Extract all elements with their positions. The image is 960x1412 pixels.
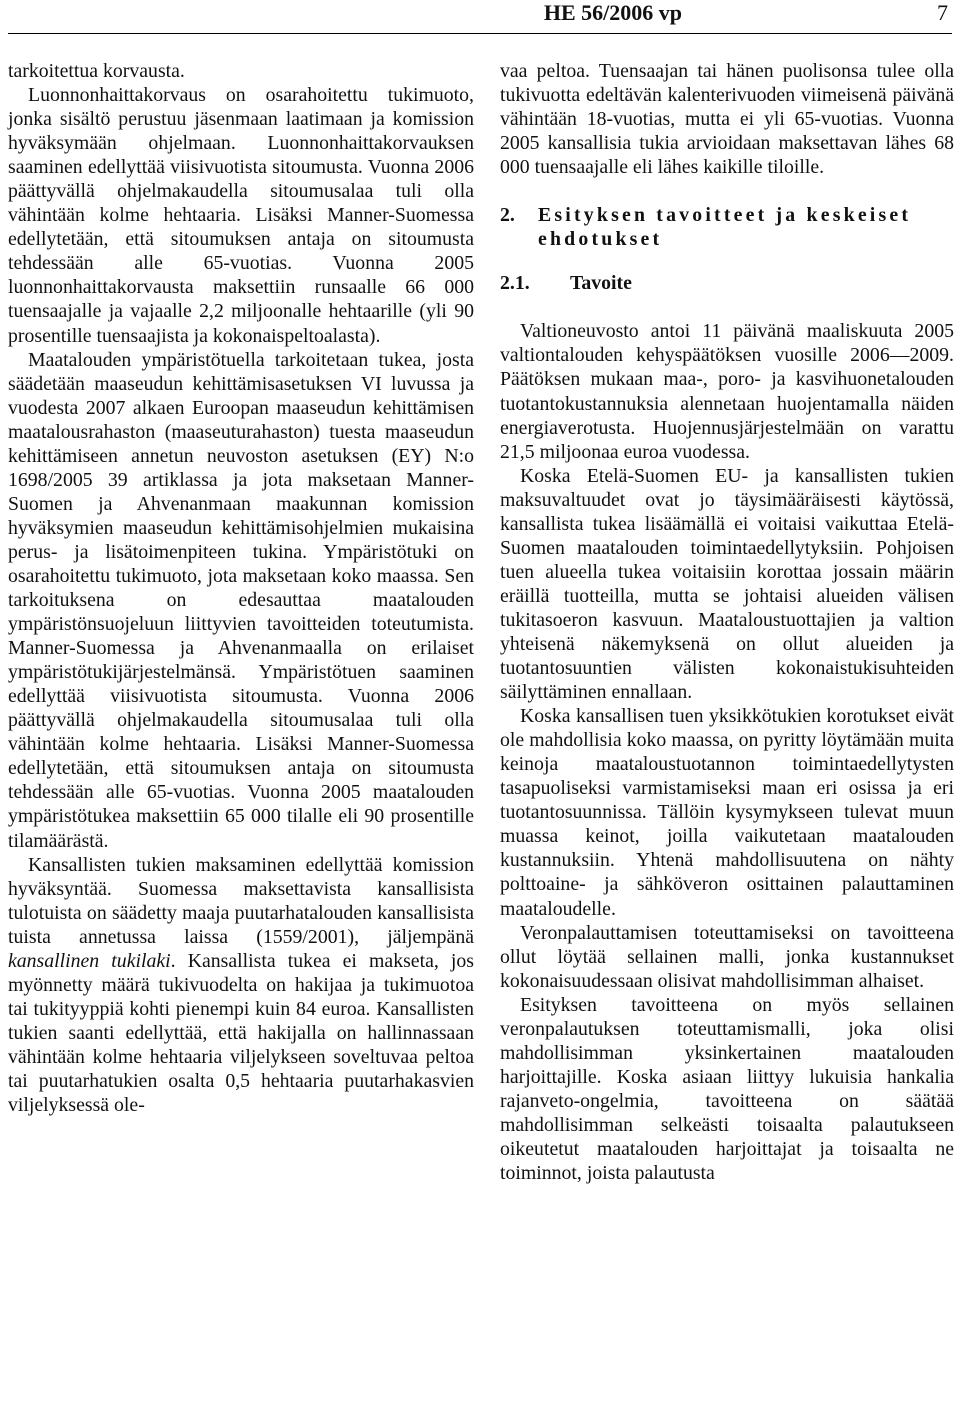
paragraph-text: . Kansallista tukea ei makseta, jos myönnetty määrä tukivuodelta on hakijaa ja tukimuotoa tai tukityyppiä kohti pienempi kuin 84 euroa. Kansallisten tukien saanti edellyttää, että hakijalla on hallinnassaan vähintään kolme hehtaaria viljelykseen soveltuvaa peltoa tai puutarhatukien osalta 0,5 hehtaaria puutarhakasvien viljelyksessä ole- (8, 949, 474, 1117)
paragraph: Valtioneuvosto antoi 11 päivänä maaliskuuta 2005 valtiontalouden kehyspäätöksen vuosille 2006—2009. Päätöksen mukaan maa-, poro- ja kasvihuonetalouden tuotantokustannuksia alennetaan huojentamalla näiden energiaverotusta. Huojennusjärjestelmään on varattu 21,5 miljoonaa euroa vuodessa. (500, 320, 954, 463)
paragraph: tarkoitettua korvausta. (8, 60, 185, 82)
paragraph: Esityksen tavoitteena on myös sellainen veronpalautuksen toteuttamismalli, joka olisi mahdollisimman yksinkertainen maatalouden harjoittajille. Koska asiaan liittyy lukuisia hankalia rajanveto-ongelmia, tavoitteena on säätää mahdollisimman selkeästi toisaalta palautukseen oikeutetut maatalouden harjoittajat ja toisaalta ne toiminnot, joista palautusta (500, 993, 954, 1185)
right-column (500, 59, 954, 1185)
paragraph: Koska Etelä-Suomen EU- ja kansallisten tukien maksuvaltuudet ovat jo täysimääräisesti käytössä, kansallista tukea lisäämällä ei voitaisi vaikuttaa Etelä-Suomen maatalouden toimintaedellytyksiin. Pohjoisen tuen alueella tukea voitaisiin korottaa jossain määrin eräillä tuotteilla, mutta se johtaisi alueiden välisen tukitasoeron kasvuun. Maataloustuottajien ja valtion yhteisenä näkemyksenä on ollut alueiden ja tuotantosuuntien välisten kokonaistukisuhteiden säilyttäminen ennallaan. (500, 464, 954, 704)
paragraph: Maatalouden ympäristötuella tarkoitetaan tukea, josta säädetään maaseudun kehittämisasetuksen VI luvussa ja vuodesta 2007 alkaen Euroopan maaseudun kehittämisen maatalousrahaston (maaseuturahaston) tuesta maaseudun kehittämiseen annetun neuvoston asetuksen (EY) N:o 1698/2005 39 artiklassa ja jota maksetaan Manner-Suomen ja Ahvenanmaan maakunnan komission hyväksymien maaseudun kehittämisohjelmien mukaisina perus- ja lisätoimenpiteen tukina. Ympäristötuki on osarahoitettu tukimuoto, jota maksetaan koko maassa. Sen tarkoituksena on edesauttaa maatalouden ympäristönsuojeluun liittyvien tavoitteiden toteutumista. Manner-Suomessa ja Ahvenanmaalla on erilaiset ympäristötukijärjestelmänsä. Ympäristötuen saaminen edellyttää viisivuotista sitoumusta. Vuonna 2006 päättyvällä ohjelmakaudella sitoumusalaa tuli olla vähintään kolme hehtaaria. Lisäksi Manner-Suomessa edellytetään, että sitoumuksen antaja on sitoumusta tehdessään alle 65-vuotias. Vuonna 2005 maatalouden ympäristötukea maksettiin 65 000 tilalle eli 90 prosentille tilamäärästä. (8, 348, 474, 852)
subsection-heading (500, 271, 954, 295)
document-id: HE 56/2006 vp (543, 0, 682, 25)
paragraph: Luonnonhaittakorvaus on osarahoitettu tukimuoto, jonka sisältö perustuu jäsenmaan laatimaan ja komission hyväksymään ohjelmaan. Luonnonhaittakorvauksen saaminen edellyttää viisivuotista sitoumusta. Vuonna 2006 päättyvällä ohjelmakaudella sitoumusalaa tuli olla vähintään kolme hehtaaria. Lisäksi Manner-Suomessa edellytetään, että sitoumuksen antaja on sitoumusta tehdessään alle 65-vuotias. Vuonna 2005 luonnonhaittakorvausta maksettiin runsaalle 66 000 tuensaajalle ja vajaalle 2,2 miljoonalle hehtaarille (yli 90 prosentille tuensaajista ja kokonaispeltoalasta). (8, 84, 474, 347)
paragraph-text: Kansallisten tukien maksaminen edellyttää komission hyväksyntää. Suomessa maksettavista kansallisista tulotuista on säädetty maaja puutarhatalouden kansallisista tuista annetussa laissa (1559/2001), jäljempänä (8, 853, 474, 948)
subsection-number: 2.1. (500, 272, 530, 295)
paragraph (8, 853, 474, 1118)
page-number: 7 (937, 0, 948, 25)
paragraph: Koska kansallisen tuen yksikkötukien korotukset eivät ole mahdollisia koko maassa, on pyritty löytämään muita keinoja maataloustuotannon toimintaedellytysten tasapuoliseksi varmistamiseksi maan eri osissa ja eri tuotantosuunnissa. Tällöin kysymykseen tulevat muun muassa keinot, joilla vaikutetaan maatalouden kustannuksiin. Yhtenä mahdollisuutena on nähty polttoaine- ja sähköveron osittainen palauttaminen maataloudelle. (500, 705, 954, 920)
page-header (0, 0, 960, 46)
left-column (8, 59, 474, 1117)
paragraph: Veronpalauttamisen toteuttamiseksi on tavoitteena ollut löytää sellainen malli, jonka kustannukset kokonaisuudessaan olisivat mahdollisimman alhaiset. (500, 921, 954, 992)
defined-term: kansallinen tukilaki (8, 949, 171, 972)
section-number: 2. (500, 204, 515, 227)
header-rule (8, 33, 952, 34)
section-heading (500, 203, 954, 251)
section-title: Esityksen tavoitteet ja keskeiset ehdotukset (538, 204, 912, 251)
subsection-title: Tavoite (570, 272, 632, 295)
paragraph: vaa peltoa. Tuensaajan tai hänen puolisonsa tulee olla tukivuotta edeltävän kalenterivuoden viimeisenä päivänä vähintään 18-vuotias, mutta ei yli 65-vuotias. Vuonna 2005 kansallisia tukia arvioidaan maksettavan lähes 68 000 tuensaajalle eli lähes kaikille tiloille. (500, 60, 954, 179)
